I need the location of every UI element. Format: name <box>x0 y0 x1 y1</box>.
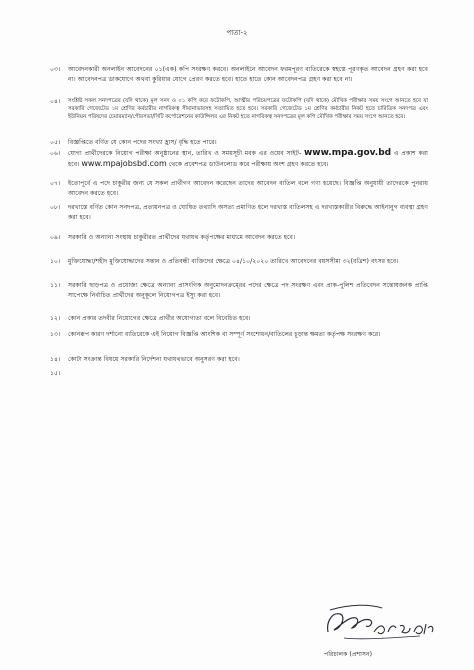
list-item <box>50 203 428 222</box>
list-item <box>50 233 428 243</box>
item-text: মুক্তিযোদ্ধা/শহীদ মুক্তিযোদ্ধাদের সন্তান ও প্রতিবন্ধী ব্যক্তিদের ক্ষেত্রে ০৪/১০/২০২০ তারিখে আবেদনের বয়সসীমা ৩২(বত্রিশ) বৎসর হবে। <box>68 258 399 265</box>
signature-block <box>320 598 440 658</box>
page-number: পাতা-২ <box>226 29 248 37</box>
item-text <box>68 149 428 169</box>
item-text: আবেদনকারী অনলাইন আবেদনের ০১(এক) কপি সংরক্ষণ করবে। অনলাইনে আবেদন ফরমপূরণ ব্যতিরেকে স্বহস্তে পূরণকৃত আবেদন গ্রহণ করা হবে না। আবেদনপত্র ডাকযোগে অথবা কুরিয়ার যোগে প্রেরণ করতে হবে। হাতে হাতে কোন আবেদনপত্র গ্রহণ করা হবে না। <box>68 66 428 83</box>
item-number: ০৩। <box>50 66 61 73</box>
website-link[interactable]: www.mpa.gov.bd <box>303 148 392 158</box>
list-item <box>50 281 428 300</box>
item-text: ইতোপূর্বে এ পদে চাকুরীর জন্য যে সকল প্রার্থীগণ আবেদন করেছেন তাদের আবেদন বাতিল বলে গণ্য হয়েছে। বিজ্ঞপ্তি অনুযায়ী তাদেরকে পুনরায় আবেদন করতে হবে। <box>68 180 428 197</box>
item-number: ১১। <box>50 282 61 289</box>
item-text: কোনরূপ কারণ দর্শানো ব্যতিরেকে এই নিয়োগ বিজ্ঞপ্তি আংশিক বা সম্পূর্ণ সংশোধন/বাতিলের চূড়ান্ত ক্ষমতা কর্তৃপক্ষ সংরক্ষণ করে। <box>68 331 381 338</box>
item-text: সরকারি ও অন্যান্য সংস্থায় চাকুরীরত প্রার্থীদের যথাযথ কর্তৃপক্ষের মাধ্যমে আবেদন করতে হবে। <box>68 234 296 241</box>
item-number: ১০। <box>50 258 61 265</box>
list-item <box>50 369 428 379</box>
item-text-part: এ প্রকাশ করা হবে। <box>68 150 428 168</box>
item-text-part: থেকে প্রবেশপত্র ডাউনলোড করে পরীক্ষায় অংশ গ্রহণ করতে হবে। <box>166 160 329 168</box>
list-item <box>50 149 428 169</box>
handwritten-signature <box>320 598 440 646</box>
item-number: ১৫। <box>50 370 61 377</box>
item-text: সরকারি ছাড়পত্র ও প্রযোজ্য ক্ষেত্রে অন্যান্য প্রাসংগিক অনুমোদনক্রমে্রর পদের ক্ষেত্রে পদ সংরক্ষণ এবং প্রাক-পুলিশ প্রতিবেদন সন্তোষজনক প্রাপ্তি সাপেক্ষে নির্বাচিত প্রার্থীদের অনুকূলে নিয়োগপত্র ইস্যু করা হবে। <box>68 282 428 299</box>
item-number: ০৬। <box>50 150 61 157</box>
item-number: ১২। <box>50 315 61 322</box>
item-text: দরখাস্তে বর্ণিত কোন সনদপত্র, প্রত্যয়নপত্র ও ঘোষিত তথ্যাদি অসত্য প্রমাণিত হলে দরখাস্ত বাতিলসহ এ দরখাস্তকারীর বিরুদ্ধে আইনানুগ ব্যবস্থা গ্রহণ করা হবে। <box>68 204 428 221</box>
item-text: কোন প্রকার তদবীর নিয়োগের ক্ষেত্রে প্রার্থীর অযোগ্যতা বলে বিবেচিত হবে। <box>68 315 251 322</box>
list-item <box>50 330 428 340</box>
item-number: ০৪। <box>50 98 61 105</box>
item-number: ০৭। <box>50 180 61 187</box>
list-item <box>50 355 428 365</box>
list-item <box>50 257 428 267</box>
list-item <box>50 179 428 198</box>
list-item <box>50 138 428 148</box>
list-item <box>50 314 428 324</box>
item-number: ১৩। <box>50 331 61 338</box>
item-number: ০৮। <box>50 204 61 211</box>
item-text: বিজ্ঞপ্তিতে বর্ণিত যে কোন পদের সংখ্যা হ্রাস/ বৃদ্ধি হতে পারে। <box>68 139 217 146</box>
list-item <box>50 65 428 84</box>
item-text <box>68 369 428 379</box>
item-text-part: যোগ্য প্রার্থীদেরকে নিয়োগ পরীক্ষা অনুষ্ঠানের স্থান, তারিখ ও সময়সূচী মবক এর ওয়েব সাইট- <box>68 150 304 157</box>
item-text: সংশ্লিষ্ট সকল সনদপত্রের (যদি থাকে) মূল সনদ ও ০১ কপি করে ফটোকপি, আত্মীয় পরিচয়পত্রের ফটোকপি (যদি থাকে) মৌখিক পরীক্ষার সময় সংগে আনতে হবে যা সরকারি গেজেটেড ১ম শ্রেণির কর্মচারীর নাগরিকত্ব সীমানাভারসহ সত্যায়িত হতে হবে। সরকারি গেজেটেড ১ম শ্রেণির কর্মচারীর নিকট হতে চারিত্রিক সনদপত্র এবং ইউনিয়ন পরিষদের চেয়ারম্যান/পৌরসভা/সিটি কর্পোরেশনের কাউন্সিলর এর নিকট হতে নাগরিকত্ব সনদপত্রের মূল কপি মৌখিক পরীক্ষার সময় সংগে আনতে হবে। <box>68 98 428 121</box>
item-number: ০৯। <box>50 234 61 241</box>
list-item <box>50 97 428 122</box>
item-text: কোটা সংক্রান্ত বিষয়ে সরকারি নির্দেশনা যথাযথভাবে অনুসরণ করা হবে। <box>68 356 240 363</box>
website-link[interactable]: www.mpajobsbd.com <box>81 158 167 168</box>
item-number: ১৪। <box>50 356 61 363</box>
signatory-designation: পরিচালক (প্রশাসন) <box>324 651 373 658</box>
item-number: ০৫। <box>50 139 61 146</box>
